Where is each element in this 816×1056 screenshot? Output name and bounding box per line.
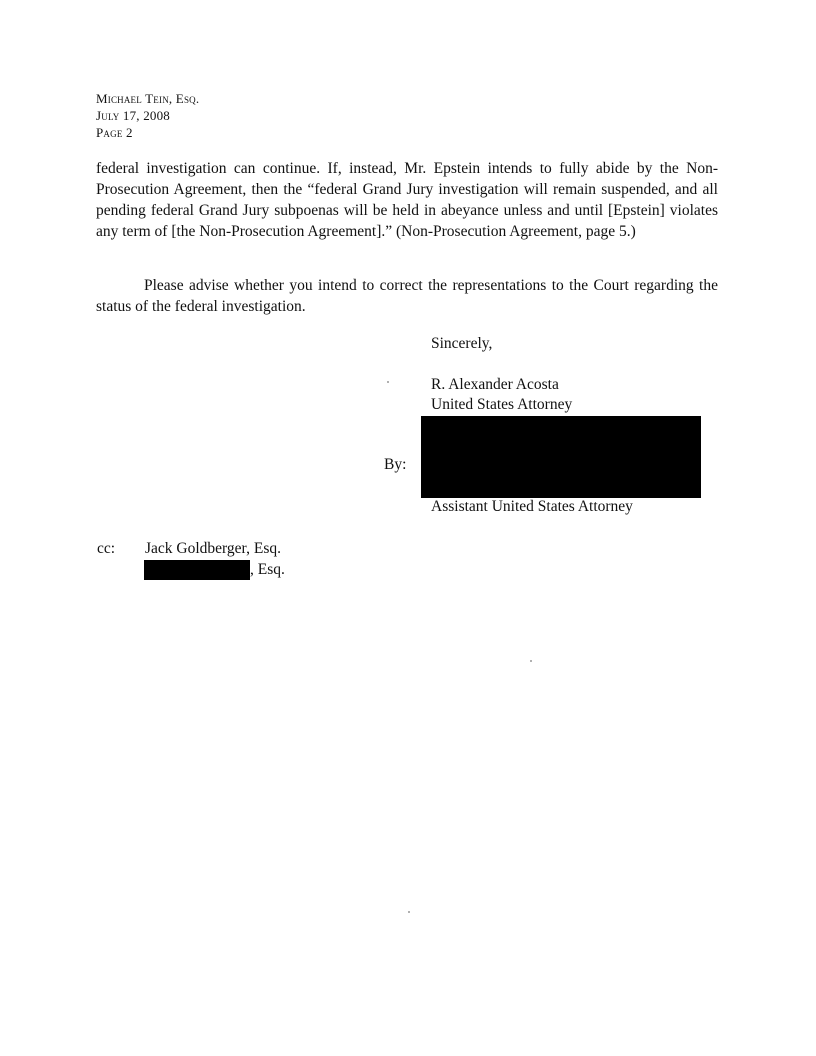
page-number: Page 2: [96, 125, 133, 140]
signatory-name: R. Alexander Acosta: [431, 376, 559, 393]
cc-recipient-1: Jack Goldberger, Esq.: [145, 540, 281, 557]
cc-recipient-2-suffix: , Esq.: [250, 561, 285, 578]
by-label: By:: [384, 456, 407, 473]
scan-speck: [387, 381, 389, 383]
body-paragraph-1: federal investigation can continue. If, instead, Mr. Epstein intends to fully abide by the Non-Prosecution Agreement, then the “federal Grand Jury investigation will remain suspended, and all pending federal Grand Jury subpoenas will be held in abeyance unless and until [Epstein] violates any term of [the Non-Prosecution Agreement].” (Non-Prosecution Agreement, page 5.): [96, 160, 718, 240]
redaction-signature: [421, 416, 701, 498]
signer-title: Assistant United States Attorney: [431, 498, 633, 515]
signatory-title: United States Attorney: [431, 396, 573, 413]
closing: Sincerely,: [431, 335, 493, 352]
cc-label: cc:: [97, 540, 116, 557]
scan-speck: [530, 660, 532, 662]
redaction-cc-name: [144, 560, 250, 580]
recipient-line: Michael Tein, Esq.: [96, 91, 200, 106]
scan-speck: [408, 911, 410, 913]
body-paragraph-2: Please advise whether you intend to correct the representations to the Court regarding the status of the federal investigation.: [96, 277, 718, 315]
letter-header: [96, 90, 199, 141]
date-line: July 17, 2008: [96, 108, 171, 123]
